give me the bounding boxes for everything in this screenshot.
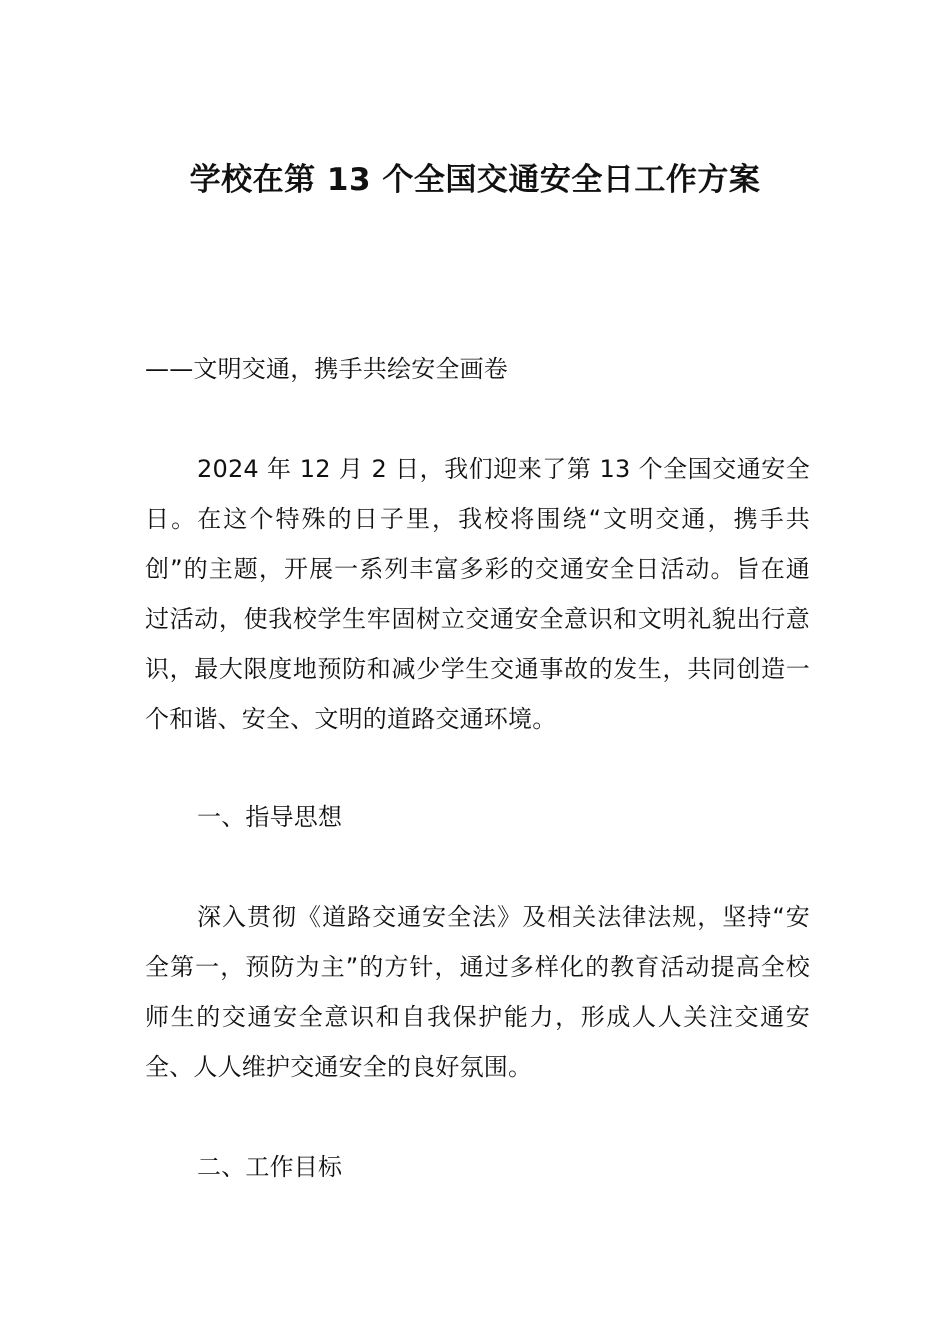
section-heading-guiding-ideology: 一、指导思想 [197,803,343,831]
document-subtitle: ——文明交通，携手共绘安全画卷 [145,355,508,383]
document-title: 学校在第 13 个全国交通安全日工作方案 [189,162,761,198]
guiding-ideology-paragraph: 深入贯彻《道路交通安全法》及相关法律法规，坚持“安全第一，预防为主”的方针，通过多样化的教育活动提高全校师生的交通安全意识和自我保护能力，形成人人关注交通安全、人人维护交通安全的良好氛围。 [145,903,810,1081]
section-heading-work-goals: 二、工作目标 [197,1153,343,1181]
intro-paragraph: 2024 年 12 月 2 日，我们迎来了第 13 个全国交通安全日。在这个特殊的日子里，我校将围绕“文明交通，携手共创”的主题，开展一系列丰富多彩的交通安全日活动。旨在通过活动，使我校学生牢固树立交通安全意识和文明礼貌出行意识，最大限度地预防和减少学生交通事故的发生，共同创造一个和谐、安全、文明的道路交通环境。 [145,455,810,733]
